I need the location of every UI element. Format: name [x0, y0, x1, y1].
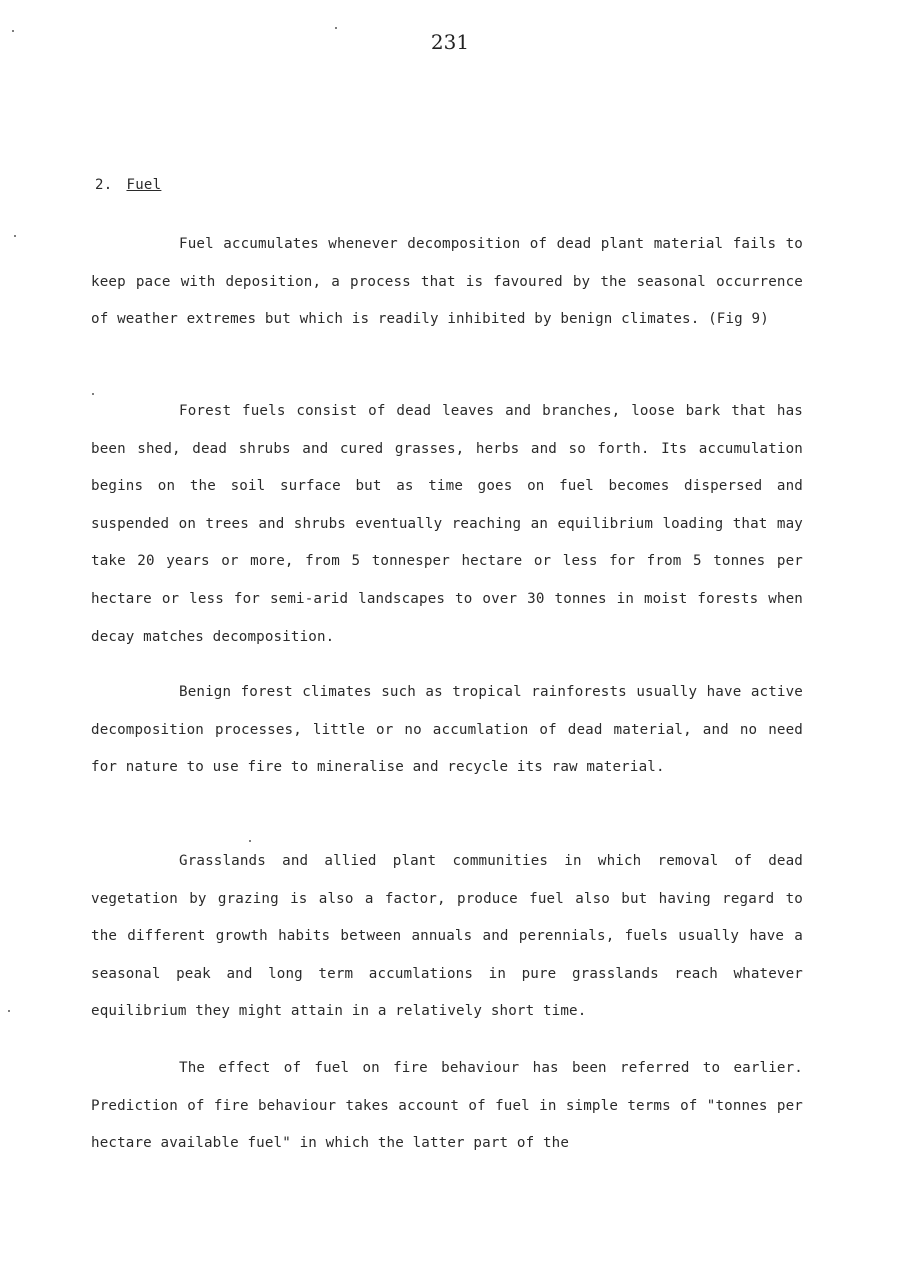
paragraph-1: Fuel accumulates whenever decomposition of dead plant material fails to keep pace with deposition, a process that is favoured by the seasonal occurrence of weather extremes but which is readily inhibited by benign climates. (Fig 9) [91, 236, 803, 328]
scan-speck [335, 27, 337, 29]
scan-speck [249, 840, 251, 842]
page-number: 231 [430, 30, 470, 54]
section-number: 2. [95, 177, 113, 193]
scan-speck [92, 393, 94, 395]
paragraph-3: Benign forest climates such as tropical rainforests usually have active decomposition processes, little or no accumlation of dead material, and no need for nature to use fire to mineralise and recycle its raw material. [91, 684, 803, 776]
paragraph-5: The effect of fuel on fire behaviour has been referred to earlier. Prediction of fire behaviour takes account of fuel in simple terms of "tonnes per hectare available fuel" in which the latter part of the [91, 1060, 803, 1152]
scan-speck [8, 1010, 10, 1012]
scan-speck [12, 30, 14, 32]
paragraph-2: Forest fuels consist of dead leaves and branches, loose bark that has been shed, dead shrubs and cured grasses, herbs and so forth. Its accumulation begins on the soil surface but as time goes on fuel becomes dispersed and suspended on trees and shrubs eventually reaching an equilibrium loading that may take 20 years or more, from 5 tonnesper hectare or less for from 5 tonnes per hectare or less for semi-arid landscapes to over 30 tonnes in moist forests when decay matches decomposition. [91, 403, 803, 645]
paragraph-4: Grasslands and allied plant communities in which removal of dead vegetation by grazing is also a factor, produce fuel also but having regard to the different growth habits between annuals and perennials, fuels usually have a seasonal peak and long term accumlations in pure grasslands reach whatever equilibrium they might attain in a relatively short time. [91, 853, 803, 1020]
section-title: Fuel [126, 177, 162, 193]
section-heading [95, 177, 161, 193]
scan-speck [14, 235, 16, 237]
